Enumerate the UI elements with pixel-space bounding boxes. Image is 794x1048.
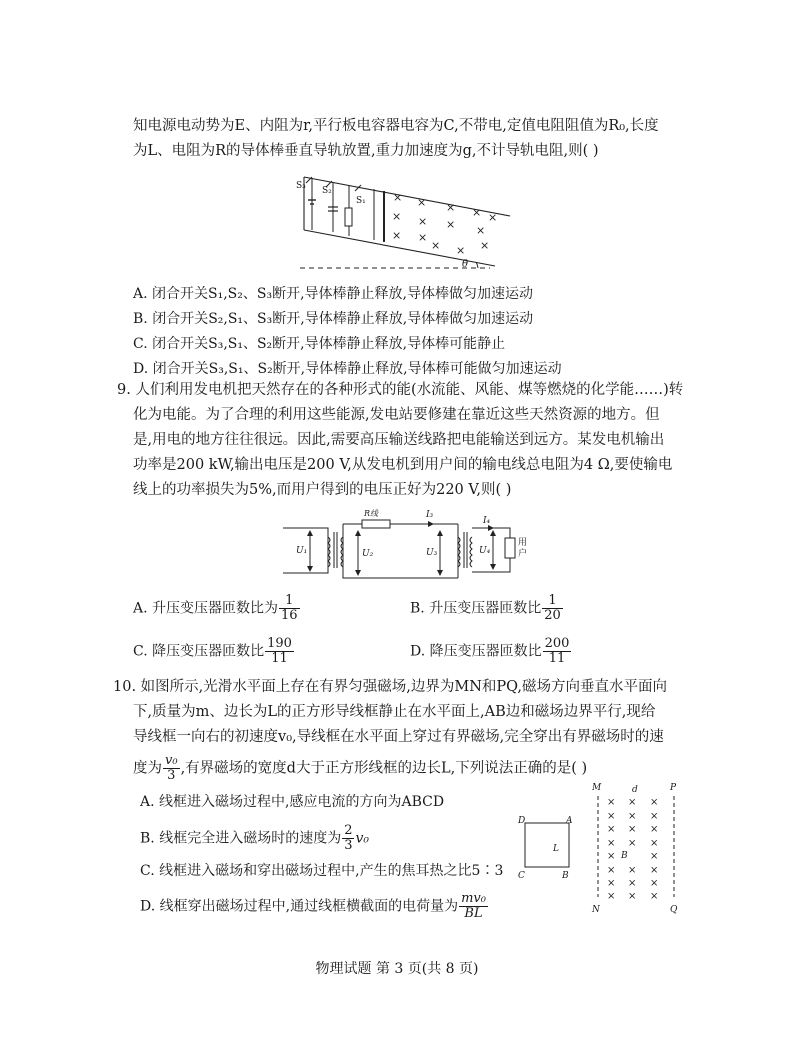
q10-stem-line4: 度为 $\frac{\text{v₀}}{3}$ ,有界磁场的宽度d大于正方形线框的边长L,下列说法正确的是( ) (133, 753, 588, 783)
svg-text:×: × (650, 878, 659, 889)
q10-option-a[interactable]: A. 线框进入磁场过程中,感应电流的方向为ABCD (140, 794, 445, 810)
q10-option-c[interactable]: C. 线框进入磁场和穿出磁场过程中,产生的焦耳热之比5∶3 (140, 863, 504, 879)
svg-text:×: × (650, 797, 659, 808)
svg-text:×: × (628, 838, 637, 849)
q10-option-b-text: B. 线框完全进入磁场时的速度为 (140, 830, 342, 847)
svg-text:×: × (480, 239, 490, 252)
svg-text:×: × (650, 865, 659, 876)
svg-text:×: × (628, 878, 637, 889)
q10-label-d: d (632, 785, 638, 795)
svg-text:×: × (446, 201, 456, 214)
q9-option-a-fraction: $\frac{1}{16}$ (281, 593, 298, 623)
q9-option-c-text: C. 降压变压器匝数比 (133, 643, 265, 660)
svg-text:×: × (607, 797, 616, 808)
q10-label-B-field: B (621, 851, 628, 861)
q10-option-b[interactable]: B. 线框完全进入磁场时的速度为 $\frac{2}{3}$ v₀ (140, 823, 370, 853)
q10-option-b-fraction: $\frac{2}{3}$ (344, 823, 353, 853)
svg-text:×: × (472, 206, 482, 219)
q8-label-s3: S₃ (296, 181, 306, 191)
q9-stem-line1: 9. 人们利用发电机把天然存在的各种形式的能(水流能、风能、煤等燃烧的化学能……)转 (117, 382, 684, 398)
q10-stem-line3: 导线框一向右的初速度v₀,导线框在水平面上穿过有界磁场,完全穿出有界磁场时的速 (133, 729, 664, 745)
svg-text:×: × (628, 797, 637, 808)
page-footer: 物理试题 第 3 页(共 8 页) (315, 961, 479, 977)
q10-label-Q: Q (670, 905, 678, 915)
svg-text:×: × (392, 210, 402, 223)
q9-label-user-1: 用 (518, 538, 528, 548)
q9-option-d-fraction: $\frac{200}{11}$ (544, 636, 570, 666)
svg-text:×: × (607, 865, 616, 876)
q9-stem-line3: 是,用电的地方往往很远。因此,需要高压输送线路把电能输送到远方。某发电机输出 (133, 432, 665, 448)
svg-text:×: × (650, 811, 659, 822)
svg-text:×: × (650, 838, 659, 849)
svg-text:×: × (607, 851, 616, 862)
q9-label-u3: U₃ (426, 548, 438, 558)
svg-text:×: × (628, 811, 637, 822)
q8-option-b[interactable]: B. 闭合开关S₂,S₁、S₃断开,导体棒静止释放,导体棒做匀加速运动 (133, 311, 534, 327)
svg-text:×: × (607, 838, 616, 849)
q9-label-r-line: R线 (364, 509, 379, 518)
q8-option-c[interactable]: C. 闭合开关S₃,S₁、S₂断开,导体棒静止释放,导体棒可能静止 (133, 336, 506, 352)
q9-option-a-text: A. 升压变压器匝数比为 (133, 600, 279, 617)
svg-text:×: × (628, 865, 637, 876)
svg-text:×: × (628, 824, 637, 835)
q9-stem-line2: 化为电能。为了合理的利用这些能源,发电站要修建在靠近这些天然资源的地方。但 (133, 407, 660, 423)
q10-label-M: M (592, 783, 602, 793)
svg-text:×: × (476, 224, 486, 237)
q9-option-c-fraction: $\frac{190}{11}$ (267, 636, 292, 666)
q8-option-a[interactable]: A. 闭合开关S₁,S₂、S₃断开,导体棒静止释放,导体棒做匀加速运动 (133, 286, 533, 302)
q9-option-b-text: B. 升压变压器匝数比 (410, 600, 542, 617)
svg-text:×: × (607, 891, 616, 902)
q9-label-u2: U₂ (362, 549, 374, 559)
q9-label-i3: I₃ (426, 510, 434, 520)
svg-text:×: × (607, 878, 616, 889)
q10-option-d-text: D. 线框穿出磁场过程中,通过线框横截面的电荷量为 (140, 898, 459, 915)
q9-label-u4: U₄ (479, 546, 491, 556)
q8-option-d[interactable]: D. 闭合开关S₃,S₁、S₂断开,导体棒静止释放,导体棒可能做匀加速运动 (133, 361, 562, 377)
q9-stem-line4: 功率是200 kW,输出电压是200 V,从发电机到用户间的输电线总电阻为4 Ω,要使输电 (133, 457, 673, 473)
svg-text:×: × (650, 891, 659, 902)
svg-text:×: × (456, 244, 466, 257)
q9-stem-line5: 线上的功率损失为5%,而用户得到的电压正好为220 V,则( ) (133, 482, 512, 498)
svg-text:×: × (418, 231, 428, 244)
q10-stem-line1: 10. 如图所示,光滑水平面上存在有界匀强磁场,边界为MN和PQ,磁场方向垂直水平面向 (113, 679, 667, 695)
q9-option-b-fraction: $\frac{1}{20}$ (544, 593, 561, 623)
q8-label-theta: θ (462, 259, 469, 270)
svg-text:×: × (607, 824, 616, 835)
q9-label-u1: U₁ (296, 546, 308, 556)
svg-text:×: × (393, 191, 403, 204)
q8-stem-line1: 知电源电动势为E、内阻为r,平行板电容器电容为C,不带电,定值电阻阻值为R₀,长度 (133, 118, 659, 134)
q10-label-N: N (592, 905, 600, 915)
q10-label-D: D (518, 816, 526, 826)
q10-square-loop (525, 823, 569, 867)
svg-text:×: × (418, 215, 428, 228)
svg-text:×: × (628, 891, 637, 902)
svg-text:×: × (650, 824, 659, 835)
q10-stem-line2: 下,质量为m、边长为L的正方形导线框静止在水平面上,AB边和磁场边界平行,现给 (133, 704, 656, 720)
q8-label-s1: S₁ (356, 196, 366, 206)
q9-label-user-2: 户 (518, 549, 528, 559)
svg-text:×: × (488, 211, 498, 224)
q10-field-crosses (607, 797, 658, 902)
svg-text:×: × (431, 239, 441, 252)
q10-label-L: L (553, 844, 559, 854)
q8-stem-line2: 为L、电阻为R的导体棒垂直导轨放置,重力加速度为g,不计导轨电阻,则( ) (133, 143, 599, 159)
q9-option-d-text: D. 降压变压器匝数比 (410, 643, 542, 660)
svg-text:×: × (417, 196, 427, 209)
q9-label-i4: I₄ (483, 516, 491, 526)
q10-label-A: A (566, 816, 573, 826)
svg-text:×: × (446, 218, 456, 231)
q10-option-d-fraction: $\frac{\text{mv₀}}{BL}$ (461, 891, 486, 921)
q10-v0-over-3: $\frac{\text{v₀}}{3}$ (165, 753, 178, 783)
q8-label-s2: S₂ (322, 186, 332, 196)
svg-text:×: × (392, 229, 402, 242)
svg-text:×: × (607, 811, 616, 822)
svg-text:×: × (650, 851, 659, 862)
q10-label-B: B (562, 871, 569, 881)
q10-label-P: P (670, 783, 677, 793)
q10-label-C: C (518, 871, 525, 881)
